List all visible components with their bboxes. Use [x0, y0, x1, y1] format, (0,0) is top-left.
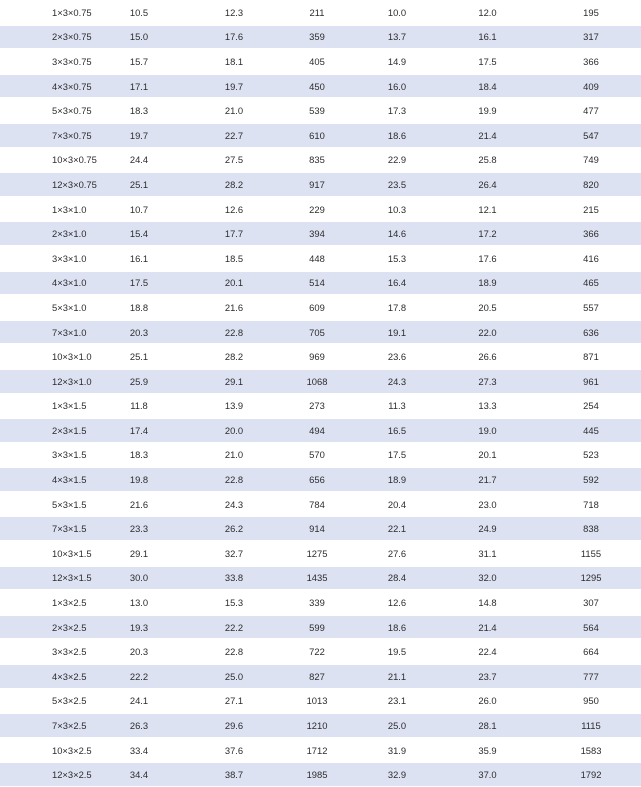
value-cell-col3: 24.3: [194, 492, 274, 517]
value-cell-col4: 784: [274, 492, 360, 517]
value-cell-col4: 609: [274, 295, 360, 320]
value-cell-col6: 21.7: [434, 467, 541, 492]
value-cell-col6: 31.1: [434, 541, 541, 566]
value-cell-col5: 25.0: [360, 713, 434, 738]
value-cell-col4: 394: [274, 221, 360, 246]
value-cell-col6: 18.4: [434, 74, 541, 99]
value-cell-col2: 22.2: [84, 664, 194, 689]
conductor-size-cell: 12×3×1.5: [0, 566, 84, 591]
value-cell-col5: 32.9: [360, 762, 434, 787]
conductor-size-cell: 1×3×1.0: [0, 197, 84, 222]
value-cell-col6: 27.3: [434, 369, 541, 394]
value-cell-col6: 26.6: [434, 344, 541, 369]
value-cell-col7: 547: [541, 123, 641, 148]
value-cell-col6: 19.9: [434, 98, 541, 123]
table-row: [0, 295, 641, 320]
value-cell-col4: 539: [274, 98, 360, 123]
value-cell-col7: 718: [541, 492, 641, 517]
value-cell-col2: 18.3: [84, 98, 194, 123]
value-cell-col3: 22.7: [194, 123, 274, 148]
value-cell-col2: 17.1: [84, 74, 194, 99]
conductor-size-cell: 4×3×1.0: [0, 271, 84, 296]
table-row: [0, 738, 641, 763]
value-cell-col2: 34.4: [84, 762, 194, 787]
value-cell-col7: 254: [541, 394, 641, 419]
value-cell-col3: 22.2: [194, 615, 274, 640]
value-cell-col5: 31.9: [360, 738, 434, 763]
conductor-size-cell: 10×3×0.75: [0, 148, 84, 173]
value-cell-col6: 12.1: [434, 197, 541, 222]
table-row: [0, 394, 641, 419]
value-cell-col4: 1068: [274, 369, 360, 394]
value-cell-col2: 25.9: [84, 369, 194, 394]
value-cell-col4: 969: [274, 344, 360, 369]
conductor-size-cell: 1×3×1.5: [0, 394, 84, 419]
conductor-size-cell: 10×3×2.5: [0, 738, 84, 763]
value-cell-col6: 13.3: [434, 394, 541, 419]
conductor-size-cell: 5×3×0.75: [0, 98, 84, 123]
value-cell-col4: 656: [274, 467, 360, 492]
value-cell-col7: 307: [541, 590, 641, 615]
value-cell-col3: 37.6: [194, 738, 274, 763]
value-cell-col3: 21.6: [194, 295, 274, 320]
value-cell-col4: 448: [274, 246, 360, 271]
value-cell-col4: 722: [274, 639, 360, 664]
value-cell-col5: 14.6: [360, 221, 434, 246]
value-cell-col7: 820: [541, 172, 641, 197]
value-cell-col4: 494: [274, 418, 360, 443]
value-cell-col6: 32.0: [434, 566, 541, 591]
value-cell-col6: 23.7: [434, 664, 541, 689]
value-cell-col6: 20.1: [434, 443, 541, 468]
conductor-size-cell: 1×3×0.75: [0, 0, 84, 25]
value-cell-col3: 20.0: [194, 418, 274, 443]
value-cell-col6: 14.8: [434, 590, 541, 615]
value-cell-col5: 11.3: [360, 394, 434, 419]
value-cell-col2: 16.1: [84, 246, 194, 271]
value-cell-col4: 917: [274, 172, 360, 197]
value-cell-col5: 17.8: [360, 295, 434, 320]
value-cell-col4: 1013: [274, 689, 360, 714]
value-cell-col3: 28.2: [194, 344, 274, 369]
value-cell-col6: 23.0: [434, 492, 541, 517]
table-row: [0, 221, 641, 246]
value-cell-col6: 17.2: [434, 221, 541, 246]
value-cell-col4: 827: [274, 664, 360, 689]
value-cell-col3: 32.7: [194, 541, 274, 566]
value-cell-col6: 24.9: [434, 516, 541, 541]
value-cell-col5: 10.3: [360, 197, 434, 222]
value-cell-col2: 18.8: [84, 295, 194, 320]
value-cell-col2: 20.3: [84, 639, 194, 664]
table-row: [0, 689, 641, 714]
value-cell-col5: 23.6: [360, 344, 434, 369]
table-row: [0, 98, 641, 123]
value-cell-col6: 18.9: [434, 271, 541, 296]
value-cell-col2: 17.5: [84, 271, 194, 296]
value-cell-col2: 23.3: [84, 516, 194, 541]
conductor-size-cell: 7×3×0.75: [0, 123, 84, 148]
value-cell-col5: 27.6: [360, 541, 434, 566]
value-cell-col4: 1435: [274, 566, 360, 591]
value-cell-col5: 12.6: [360, 590, 434, 615]
conductor-size-cell: 2×3×0.75: [0, 25, 84, 50]
table-row: [0, 74, 641, 99]
value-cell-col7: 366: [541, 49, 641, 74]
value-cell-col2: 15.0: [84, 25, 194, 50]
value-cell-col2: 15.7: [84, 49, 194, 74]
conductor-size-cell: 5×3×2.5: [0, 689, 84, 714]
table-row: [0, 639, 641, 664]
value-cell-col3: 27.5: [194, 148, 274, 173]
value-cell-col3: 22.8: [194, 320, 274, 345]
value-cell-col3: 28.2: [194, 172, 274, 197]
value-cell-col2: 17.4: [84, 418, 194, 443]
conductor-size-cell: 7×3×1.0: [0, 320, 84, 345]
value-cell-col5: 16.4: [360, 271, 434, 296]
value-cell-col6: 17.6: [434, 246, 541, 271]
value-cell-col3: 38.7: [194, 762, 274, 787]
value-cell-col6: 35.9: [434, 738, 541, 763]
table-row: [0, 271, 641, 296]
table-row: [0, 541, 641, 566]
table-row: [0, 369, 641, 394]
value-cell-col2: 13.0: [84, 590, 194, 615]
value-cell-col2: 19.8: [84, 467, 194, 492]
value-cell-col6: 25.8: [434, 148, 541, 173]
value-cell-col4: 610: [274, 123, 360, 148]
value-cell-col5: 17.5: [360, 443, 434, 468]
value-cell-col3: 22.8: [194, 467, 274, 492]
value-cell-col5: 19.5: [360, 639, 434, 664]
table-row: [0, 172, 641, 197]
value-cell-col6: 17.5: [434, 49, 541, 74]
value-cell-col7: 592: [541, 467, 641, 492]
value-cell-col6: 22.0: [434, 320, 541, 345]
value-cell-col4: 405: [274, 49, 360, 74]
value-cell-col5: 23.1: [360, 689, 434, 714]
value-cell-col3: 26.2: [194, 516, 274, 541]
value-cell-col7: 749: [541, 148, 641, 173]
value-cell-col3: 19.7: [194, 74, 274, 99]
table-row: [0, 197, 641, 222]
value-cell-col5: 15.3: [360, 246, 434, 271]
value-cell-col7: 416: [541, 246, 641, 271]
value-cell-col5: 24.3: [360, 369, 434, 394]
value-cell-col3: 18.1: [194, 49, 274, 74]
table-row: [0, 516, 641, 541]
table-row: [0, 590, 641, 615]
conductor-size-cell: 12×3×2.5: [0, 762, 84, 787]
value-cell-col2: 19.7: [84, 123, 194, 148]
value-cell-col2: 29.1: [84, 541, 194, 566]
table-row: [0, 418, 641, 443]
value-cell-col6: 22.4: [434, 639, 541, 664]
value-cell-col4: 211: [274, 0, 360, 25]
value-cell-col4: 1712: [274, 738, 360, 763]
value-cell-col3: 21.0: [194, 98, 274, 123]
value-cell-col2: 24.1: [84, 689, 194, 714]
value-cell-col5: 18.6: [360, 123, 434, 148]
value-cell-col3: 33.8: [194, 566, 274, 591]
value-cell-col6: 21.4: [434, 123, 541, 148]
value-cell-col4: 705: [274, 320, 360, 345]
value-cell-col3: 18.5: [194, 246, 274, 271]
value-cell-col3: 21.0: [194, 443, 274, 468]
value-cell-col7: 523: [541, 443, 641, 468]
value-cell-col2: 24.4: [84, 148, 194, 173]
value-cell-col7: 557: [541, 295, 641, 320]
conductor-size-cell: 7×3×2.5: [0, 713, 84, 738]
value-cell-col5: 10.0: [360, 0, 434, 25]
conductor-size-cell: 1×3×2.5: [0, 590, 84, 615]
conductor-size-cell: 12×3×1.0: [0, 369, 84, 394]
conductor-size-cell: 10×3×1.5: [0, 541, 84, 566]
conductor-size-cell: 10×3×1.0: [0, 344, 84, 369]
value-cell-col4: 450: [274, 74, 360, 99]
table-row: [0, 25, 641, 50]
conductor-size-cell: 3×3×0.75: [0, 49, 84, 74]
value-cell-col4: 273: [274, 394, 360, 419]
value-cell-col6: 21.4: [434, 615, 541, 640]
value-cell-col7: 1583: [541, 738, 641, 763]
conductor-size-cell: 7×3×1.5: [0, 516, 84, 541]
value-cell-col5: 21.1: [360, 664, 434, 689]
value-cell-col4: 914: [274, 516, 360, 541]
conductor-size-cell: 3×3×1.0: [0, 246, 84, 271]
value-cell-col7: 366: [541, 221, 641, 246]
value-cell-col7: 777: [541, 664, 641, 689]
table-row: [0, 320, 641, 345]
value-cell-col7: 838: [541, 516, 641, 541]
value-cell-col6: 37.0: [434, 762, 541, 787]
value-cell-col4: 1210: [274, 713, 360, 738]
value-cell-col3: 13.9: [194, 394, 274, 419]
value-cell-col3: 27.1: [194, 689, 274, 714]
value-cell-col5: 13.7: [360, 25, 434, 50]
value-cell-col3: 29.6: [194, 713, 274, 738]
value-cell-col5: 16.0: [360, 74, 434, 99]
value-cell-col7: 1115: [541, 713, 641, 738]
value-cell-col3: 15.3: [194, 590, 274, 615]
value-cell-col7: 409: [541, 74, 641, 99]
value-cell-col5: 20.4: [360, 492, 434, 517]
table-row: [0, 492, 641, 517]
table-row: [0, 443, 641, 468]
value-cell-col7: 961: [541, 369, 641, 394]
table-row: [0, 664, 641, 689]
value-cell-col5: 16.5: [360, 418, 434, 443]
value-cell-col7: 664: [541, 639, 641, 664]
value-cell-col5: 18.6: [360, 615, 434, 640]
value-cell-col3: 17.7: [194, 221, 274, 246]
value-cell-col2: 20.3: [84, 320, 194, 345]
conductor-size-cell: 2×3×1.5: [0, 418, 84, 443]
conductor-size-cell: 5×3×1.0: [0, 295, 84, 320]
value-cell-col5: 28.4: [360, 566, 434, 591]
value-cell-col4: 835: [274, 148, 360, 173]
value-cell-col5: 22.9: [360, 148, 434, 173]
value-cell-col7: 564: [541, 615, 641, 640]
value-cell-col3: 17.6: [194, 25, 274, 50]
value-cell-col4: 339: [274, 590, 360, 615]
value-cell-col5: 23.5: [360, 172, 434, 197]
value-cell-col7: 215: [541, 197, 641, 222]
table-row: [0, 123, 641, 148]
value-cell-col4: 570: [274, 443, 360, 468]
value-cell-col6: 20.5: [434, 295, 541, 320]
value-cell-col2: 30.0: [84, 566, 194, 591]
value-cell-col7: 1792: [541, 762, 641, 787]
table-row: [0, 566, 641, 591]
table-row: [0, 344, 641, 369]
value-cell-col3: 22.8: [194, 639, 274, 664]
value-cell-col4: 359: [274, 25, 360, 50]
value-cell-col2: 10.5: [84, 0, 194, 25]
value-cell-col2: 18.3: [84, 443, 194, 468]
value-cell-col6: 12.0: [434, 0, 541, 25]
value-cell-col2: 19.3: [84, 615, 194, 640]
table-row: [0, 467, 641, 492]
table-row: [0, 0, 641, 25]
value-cell-col2: 25.1: [84, 172, 194, 197]
table-row: [0, 762, 641, 787]
conductor-size-cell: 3×3×2.5: [0, 639, 84, 664]
conductor-size-cell: 2×3×1.0: [0, 221, 84, 246]
value-cell-col7: 445: [541, 418, 641, 443]
value-cell-col6: 16.1: [434, 25, 541, 50]
conductor-size-cell: 12×3×0.75: [0, 172, 84, 197]
value-cell-col5: 22.1: [360, 516, 434, 541]
table-row: [0, 148, 641, 173]
value-cell-col7: 950: [541, 689, 641, 714]
conductor-size-cell: 2×3×2.5: [0, 615, 84, 640]
value-cell-col6: 26.4: [434, 172, 541, 197]
value-cell-col5: 19.1: [360, 320, 434, 345]
value-cell-col4: 514: [274, 271, 360, 296]
value-cell-col7: 1155: [541, 541, 641, 566]
value-cell-col5: 18.9: [360, 467, 434, 492]
value-cell-col2: 21.6: [84, 492, 194, 517]
value-cell-col2: 33.4: [84, 738, 194, 763]
conductor-size-cell: 3×3×1.5: [0, 443, 84, 468]
conductor-size-cell: 4×3×0.75: [0, 74, 84, 99]
value-cell-col4: 599: [274, 615, 360, 640]
conductor-size-cell: 4×3×2.5: [0, 664, 84, 689]
value-cell-col7: 1295: [541, 566, 641, 591]
value-cell-col7: 465: [541, 271, 641, 296]
value-cell-col5: 17.3: [360, 98, 434, 123]
value-cell-col4: 229: [274, 197, 360, 222]
value-cell-col4: 1275: [274, 541, 360, 566]
value-cell-col6: 19.0: [434, 418, 541, 443]
value-cell-col7: 195: [541, 0, 641, 25]
conductor-size-cell: 5×3×1.5: [0, 492, 84, 517]
value-cell-col3: 20.1: [194, 271, 274, 296]
table-row: [0, 615, 641, 640]
value-cell-col3: 12.3: [194, 0, 274, 25]
value-cell-col2: 15.4: [84, 221, 194, 246]
table-row: [0, 713, 641, 738]
value-cell-col7: 477: [541, 98, 641, 123]
value-cell-col3: 25.0: [194, 664, 274, 689]
value-cell-col3: 12.6: [194, 197, 274, 222]
conductor-size-cell: 4×3×1.5: [0, 467, 84, 492]
table-row: [0, 246, 641, 271]
value-cell-col3: 29.1: [194, 369, 274, 394]
value-cell-col7: 871: [541, 344, 641, 369]
table-row: [0, 49, 641, 74]
value-cell-col2: 25.1: [84, 344, 194, 369]
value-cell-col5: 14.9: [360, 49, 434, 74]
value-cell-col7: 636: [541, 320, 641, 345]
value-cell-col2: 10.7: [84, 197, 194, 222]
value-cell-col6: 28.1: [434, 713, 541, 738]
value-cell-col2: 11.8: [84, 394, 194, 419]
value-cell-col7: 317: [541, 25, 641, 50]
value-cell-col6: 26.0: [434, 689, 541, 714]
value-cell-col2: 26.3: [84, 713, 194, 738]
value-cell-col4: 1985: [274, 762, 360, 787]
